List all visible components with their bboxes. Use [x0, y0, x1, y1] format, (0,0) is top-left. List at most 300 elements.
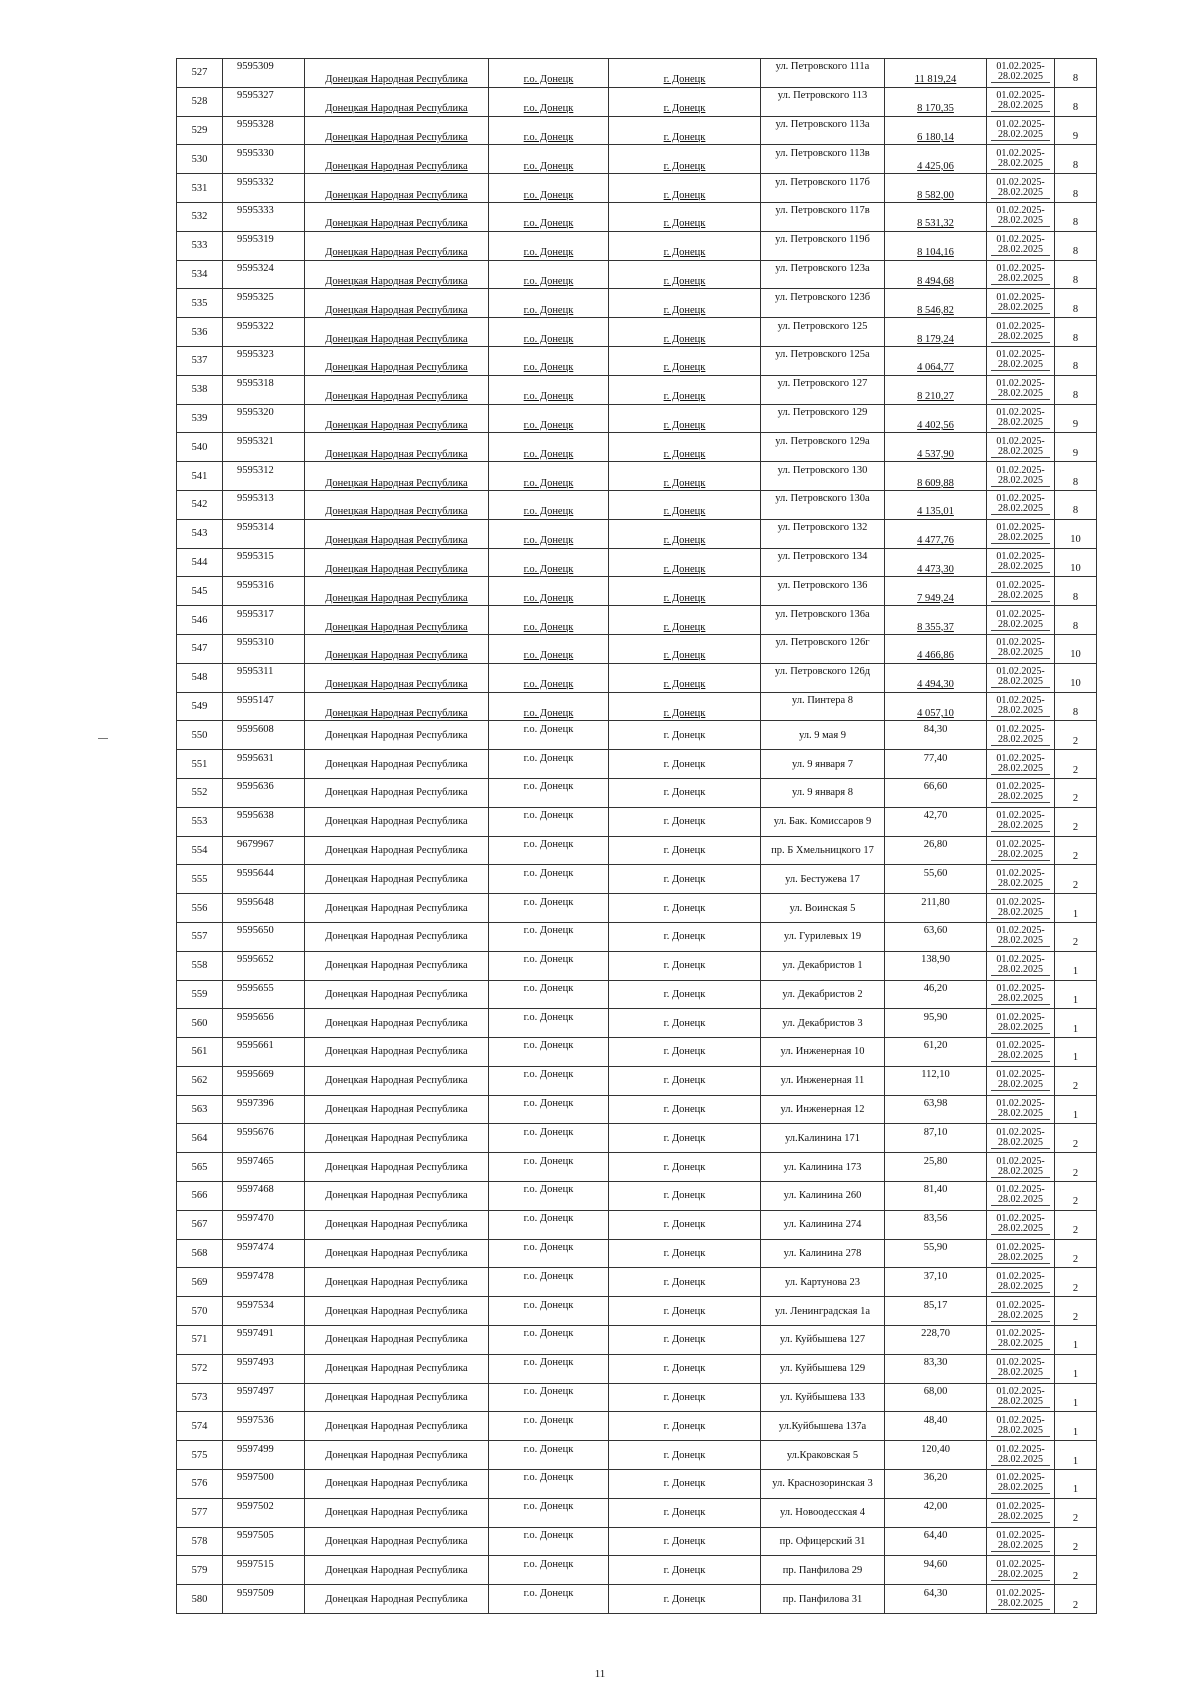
city-district-cell-text: г.о. Донецк [523, 103, 574, 115]
row-number-cell [177, 606, 223, 635]
city-cell-text: г. Донецк [663, 707, 706, 719]
republic-cell-text: Донецкая Народная Республика [325, 304, 468, 316]
city-district-cell-text: г.о. Донецк [523, 1386, 574, 1398]
city-district-cell-text: г.о. Донецк [523, 1213, 574, 1225]
city-cell-text: г. Донецк [663, 160, 706, 172]
period-end: 28.02.2025 [991, 850, 1050, 861]
count-cell [1055, 462, 1097, 491]
address-cell-text: ул. Гурилевых 19 [783, 931, 862, 943]
area-cell-text: 4 057,10 [917, 707, 954, 719]
city-district-cell [489, 145, 609, 174]
city-district-cell [489, 1239, 609, 1268]
republic-cell-text: Донецкая Народная Республика [325, 621, 468, 633]
area-cell [885, 490, 987, 519]
period-cell [987, 260, 1055, 289]
address-cell [761, 606, 885, 635]
building-code-cell [223, 1498, 305, 1527]
table-row [177, 490, 1097, 519]
row-number-cell-text: 541 [191, 470, 208, 482]
building-code-cell [223, 433, 305, 462]
count-cell-text: 8 [1072, 361, 1079, 373]
table-row [177, 1268, 1097, 1297]
count-cell-text: 8 [1072, 706, 1079, 718]
building-code-cell-text: 9595655 [237, 982, 274, 994]
city-district-cell-text: г.о. Донецк [523, 419, 574, 431]
count-cell-text: 2 [1072, 1570, 1079, 1582]
city-district-cell-text: г.о. Донецк [523, 1155, 574, 1167]
address-cell-text: ул. 9 мая 9 [798, 729, 847, 741]
city-district-cell [489, 1153, 609, 1182]
count-cell [1055, 174, 1097, 203]
count-cell-text: 10 [1070, 678, 1081, 690]
period-cell [987, 404, 1055, 433]
address-cell [761, 1354, 885, 1383]
building-code-cell [223, 980, 305, 1009]
count-cell-text: 2 [1072, 1599, 1079, 1611]
row-number-cell-text: 570 [191, 1305, 208, 1317]
building-code-cell-text: 9597396 [237, 1098, 274, 1110]
area-cell-text: 211,80 [921, 896, 950, 908]
period-start: 01.02.2025- [996, 522, 1045, 534]
address-cell [761, 1066, 885, 1095]
city-cell-text: г. Донецк [663, 563, 706, 575]
area-cell [885, 548, 987, 577]
period-start: 01.02.2025- [996, 291, 1045, 303]
period-cell [987, 1239, 1055, 1268]
table-row [177, 692, 1097, 721]
city-district-cell [489, 1383, 609, 1412]
row-number-cell-text: 544 [191, 556, 208, 568]
area-cell [885, 951, 987, 980]
row-number-cell-text: 545 [191, 585, 208, 597]
city-district-cell-text: г.о. Донецк [523, 74, 574, 86]
address-cell-text: ул. Куйбышева 129 [779, 1363, 866, 1375]
row-number-cell-text: 565 [191, 1161, 208, 1173]
city-district-cell-text: г.о. Донецк [523, 1040, 574, 1052]
building-code-cell-text: 9595323 [237, 349, 274, 361]
republic-cell-text: Донецкая Народная Республика [325, 679, 468, 691]
table-row [177, 951, 1097, 980]
city-cell-text: г. Донецк [663, 592, 706, 604]
period-end: 28.02.2025 [991, 504, 1050, 515]
building-code-cell [223, 490, 305, 519]
building-code-cell-text: 9597500 [237, 1472, 274, 1484]
address-cell-text: ул. Петровского 123б [774, 291, 871, 303]
row-number-cell [177, 289, 223, 318]
period-start: 01.02.2025- [996, 1184, 1045, 1196]
republic-cell [305, 490, 489, 519]
city-district-cell [489, 1066, 609, 1095]
count-cell [1055, 1498, 1097, 1527]
building-code-cell-text: 9595324 [237, 262, 274, 274]
address-cell-text: ул. Петровского 136а [775, 608, 870, 620]
period-start: 01.02.2025- [996, 349, 1045, 361]
republic-cell-text: Донецкая Народная Республика [325, 1248, 468, 1260]
building-code-cell [223, 836, 305, 865]
period-start: 01.02.2025- [996, 810, 1045, 822]
area-cell-text: 4 402,56 [917, 419, 954, 431]
period-start: 01.02.2025- [996, 1213, 1045, 1225]
count-cell [1055, 922, 1097, 951]
period-cell [987, 1498, 1055, 1527]
republic-cell [305, 1441, 489, 1470]
city-district-cell [489, 202, 609, 231]
city-district-cell-text: г.о. Донецк [523, 707, 574, 719]
row-number-cell-text: 559 [191, 988, 208, 1000]
period-end: 28.02.2025 [991, 994, 1050, 1005]
city-cell [609, 836, 761, 865]
area-cell-text: 61,20 [923, 1040, 948, 1052]
city-district-cell [489, 1182, 609, 1211]
period-cell [987, 346, 1055, 375]
city-cell-text: г. Донецк [663, 1132, 706, 1144]
row-number-cell-text: 576 [191, 1478, 208, 1490]
table-row [177, 375, 1097, 404]
count-cell-text: 8 [1072, 217, 1079, 229]
table-row [177, 922, 1097, 951]
area-cell-text: 4 466,86 [917, 650, 954, 662]
table-row [177, 577, 1097, 606]
building-code-cell-text: 9597465 [237, 1155, 274, 1167]
building-code-cell-text: 9597470 [237, 1213, 274, 1225]
period-cell [987, 1527, 1055, 1556]
address-cell-text: ул. Куйбышева 133 [779, 1392, 866, 1404]
row-number-cell [177, 1066, 223, 1095]
address-cell-text: ул.Калинина 171 [784, 1132, 861, 1144]
republic-cell-text: Донецкая Народная Республика [325, 592, 468, 604]
area-cell-text: 55,90 [923, 1242, 948, 1254]
area-cell [885, 836, 987, 865]
area-cell [885, 59, 987, 88]
period-end: 28.02.2025 [991, 562, 1050, 573]
city-cell-text: г. Донецк [663, 1190, 706, 1202]
address-cell-text: ул. Петровского 125а [775, 349, 870, 361]
area-cell-text: 64,30 [923, 1587, 948, 1599]
republic-cell-text: Донецкая Народная Республика [325, 333, 468, 345]
address-cell [761, 174, 885, 203]
area-cell-text: 66,60 [923, 781, 948, 793]
republic-cell-text: Донецкая Народная Республика [325, 1046, 468, 1058]
count-cell-text: 9 [1072, 447, 1079, 459]
building-code-cell [223, 894, 305, 923]
city-cell-text: г. Донецк [663, 1334, 706, 1346]
address-cell [761, 462, 885, 491]
period-cell [987, 289, 1055, 318]
republic-cell-text: Донецкая Народная Республика [325, 873, 468, 885]
area-cell-text: 36,20 [923, 1472, 948, 1484]
period-end: 28.02.2025 [991, 1253, 1050, 1264]
count-cell-text: 1 [1072, 1398, 1079, 1410]
period-cell [987, 548, 1055, 577]
building-code-cell-text: 9595311 [237, 666, 274, 678]
count-cell [1055, 663, 1097, 692]
city-cell-text: г. Донецк [663, 679, 706, 691]
building-code-cell-text: 9595310 [237, 637, 274, 649]
republic-cell-text: Донецкая Народная Республика [325, 419, 468, 431]
republic-cell-text: Донецкая Народная Республика [325, 1449, 468, 1461]
row-number-cell [177, 548, 223, 577]
city-district-cell [489, 606, 609, 635]
republic-cell-text: Донецкая Народная Республика [325, 960, 468, 972]
period-end: 28.02.2025 [991, 648, 1050, 659]
row-number-cell [177, 1153, 223, 1182]
building-code-cell [223, 1556, 305, 1585]
building-code-cell-text: 9597502 [237, 1501, 274, 1513]
row-number-cell-text: 539 [191, 412, 208, 424]
count-cell [1055, 231, 1097, 260]
address-cell-text: ул. Пинтера 8 [791, 694, 854, 706]
republic-cell-text: Донецкая Народная Республика [325, 131, 468, 143]
city-cell-text: г. Донецк [663, 787, 706, 799]
republic-cell-text: Донецкая Народная Республика [325, 535, 468, 547]
building-code-cell [223, 1585, 305, 1614]
row-number-cell [177, 519, 223, 548]
area-cell-text: 4 425,06 [917, 160, 954, 172]
area-cell-text: 85,17 [923, 1299, 948, 1311]
building-code-cell-text: 9597491 [237, 1328, 274, 1340]
city-district-cell [489, 807, 609, 836]
republic-cell [305, 1470, 489, 1499]
republic-cell [305, 692, 489, 721]
republic-cell-text: Донецкая Народная Республика [325, 902, 468, 914]
address-cell [761, 1124, 885, 1153]
city-district-cell-text: г.о. Донецк [523, 448, 574, 460]
address-cell-text: ул. Декабристов 2 [782, 988, 863, 1000]
period-start: 01.02.2025- [996, 464, 1045, 476]
city-district-cell [489, 346, 609, 375]
period-cell [987, 116, 1055, 145]
area-cell [885, 721, 987, 750]
city-cell-text: г. Донецк [663, 1046, 706, 1058]
area-cell-text: 68,00 [923, 1386, 948, 1398]
period-start: 01.02.2025- [996, 118, 1045, 130]
city-cell [609, 1153, 761, 1182]
count-cell-text: 1 [1072, 1455, 1079, 1467]
city-district-cell-text: г.о. Донецк [523, 810, 574, 822]
city-district-cell [489, 87, 609, 116]
area-cell-text: 37,10 [923, 1270, 948, 1282]
count-cell [1055, 1297, 1097, 1326]
count-cell [1055, 433, 1097, 462]
building-code-cell-text: 9595147 [237, 694, 274, 706]
table-row [177, 404, 1097, 433]
city-cell [609, 145, 761, 174]
row-number-cell [177, 1182, 223, 1211]
period-start: 01.02.2025- [996, 781, 1045, 793]
period-end: 28.02.2025 [991, 1311, 1050, 1322]
row-number-cell [177, 1441, 223, 1470]
row-number-cell-text: 560 [191, 1017, 208, 1029]
count-cell-text: 2 [1072, 1513, 1079, 1525]
address-cell [761, 1326, 885, 1355]
city-district-cell-text: г.о. Донецк [523, 1357, 574, 1369]
period-end: 28.02.2025 [991, 1570, 1050, 1581]
period-start: 01.02.2025- [996, 1328, 1045, 1340]
address-cell-text: ул. Петровского 113в [775, 147, 870, 159]
table-row [177, 894, 1097, 923]
period-cell [987, 663, 1055, 692]
count-cell-text: 8 [1072, 246, 1079, 258]
address-cell-text: ул. Калинина 260 [783, 1190, 862, 1202]
row-number-cell [177, 836, 223, 865]
row-number-cell [177, 490, 223, 519]
city-district-cell-text: г.о. Донецк [523, 362, 574, 374]
area-cell [885, 807, 987, 836]
count-cell-text: 8 [1072, 188, 1079, 200]
building-code-cell [223, 59, 305, 88]
building-code-cell-text: 9595316 [237, 579, 274, 591]
city-cell [609, 116, 761, 145]
row-number-cell-text: 561 [191, 1046, 208, 1058]
city-cell-text: г. Донецк [663, 873, 706, 885]
row-number-cell-text: 558 [191, 960, 208, 972]
period-end: 28.02.2025 [991, 936, 1050, 947]
city-district-cell-text: г.о. Донецк [523, 275, 574, 287]
city-cell [609, 1038, 761, 1067]
building-code-cell-text: 9595327 [237, 90, 274, 102]
republic-cell-text: Донецкая Народная Республика [325, 1420, 468, 1432]
area-cell [885, 1326, 987, 1355]
row-number-cell [177, 1585, 223, 1614]
row-number-cell [177, 1095, 223, 1124]
address-cell-text: ул. Бак. Комиссаров 9 [773, 816, 872, 828]
period-cell [987, 490, 1055, 519]
building-code-cell-text: 9595317 [237, 608, 274, 620]
building-code-cell-text: 9597515 [237, 1558, 274, 1570]
republic-cell [305, 951, 489, 980]
table-row [177, 865, 1097, 894]
address-cell-text: ул. Петровского 136 [777, 579, 868, 591]
row-number-cell [177, 404, 223, 433]
city-cell-text: г. Донецк [663, 304, 706, 316]
city-cell [609, 375, 761, 404]
row-number-cell [177, 865, 223, 894]
address-cell-text: ул. Петровского 126д [774, 666, 871, 678]
count-cell-text: 8 [1072, 102, 1079, 114]
republic-cell [305, 404, 489, 433]
republic-cell-text: Донецкая Народная Республика [325, 362, 468, 374]
count-cell-text: 1 [1072, 994, 1079, 1006]
area-cell-text: 87,10 [923, 1126, 948, 1138]
area-cell [885, 692, 987, 721]
city-cell [609, 202, 761, 231]
city-cell [609, 750, 761, 779]
table-row [177, 1527, 1097, 1556]
city-district-cell-text: г.о. Донецк [523, 650, 574, 662]
count-cell [1055, 490, 1097, 519]
area-cell-text: 8 494,68 [917, 275, 954, 287]
city-cell [609, 634, 761, 663]
city-cell [609, 1585, 761, 1614]
republic-cell-text: Донецкая Народная Республика [325, 1276, 468, 1288]
building-code-cell [223, 807, 305, 836]
period-cell [987, 922, 1055, 951]
city-district-cell-text: г.о. Донецк [523, 954, 574, 966]
republic-cell [305, 116, 489, 145]
count-cell [1055, 1412, 1097, 1441]
count-cell [1055, 1124, 1097, 1153]
period-cell [987, 1210, 1055, 1239]
row-number-cell-text: 554 [191, 844, 208, 856]
page-number: 11 [594, 1668, 606, 1680]
building-code-cell-text: 9595309 [237, 61, 274, 73]
building-code-cell [223, 1441, 305, 1470]
city-cell-text: г. Донецк [663, 902, 706, 914]
building-code-cell [223, 1412, 305, 1441]
table-row [177, 1498, 1097, 1527]
city-district-cell [489, 1009, 609, 1038]
city-cell-text: г. Донецк [663, 247, 706, 259]
city-cell-text: г. Донецк [663, 1075, 706, 1087]
area-cell-text: 4 477,76 [917, 535, 954, 547]
area-cell [885, 1354, 987, 1383]
period-end: 28.02.2025 [991, 1397, 1050, 1408]
table-row [177, 346, 1097, 375]
period-end: 28.02.2025 [991, 1455, 1050, 1466]
address-cell-text: ул. Петровского 129а [775, 435, 870, 447]
table-row [177, 1210, 1097, 1239]
count-cell-text: 1 [1072, 1052, 1079, 1064]
city-cell [609, 433, 761, 462]
period-start: 01.02.2025- [996, 1242, 1045, 1254]
address-cell [761, 1498, 885, 1527]
row-number-cell-text: 573 [191, 1392, 208, 1404]
period-start: 01.02.2025- [996, 694, 1045, 706]
city-cell [609, 548, 761, 577]
count-cell-text: 1 [1072, 1369, 1079, 1381]
row-number-cell-text: 580 [191, 1593, 208, 1605]
republic-cell-text: Донецкая Народная Республика [325, 477, 468, 489]
area-cell [885, 1268, 987, 1297]
row-number-cell-text: 546 [191, 614, 208, 626]
period-cell [987, 1412, 1055, 1441]
area-cell [885, 1441, 987, 1470]
period-end: 28.02.2025 [991, 332, 1050, 343]
republic-cell [305, 1038, 489, 1067]
building-code-cell-text: 9597536 [237, 1414, 274, 1426]
building-code-cell [223, 951, 305, 980]
republic-cell-text: Донецкая Народная Республика [325, 758, 468, 770]
row-number-cell [177, 1412, 223, 1441]
table-row [177, 59, 1097, 88]
table-row [177, 1153, 1097, 1182]
period-end: 28.02.2025 [991, 418, 1050, 429]
row-number-cell-text: 548 [191, 672, 208, 684]
period-cell [987, 59, 1055, 88]
area-cell-text: 42,70 [923, 810, 948, 822]
area-cell [885, 145, 987, 174]
row-number-cell-text: 547 [191, 643, 208, 655]
building-code-cell [223, 606, 305, 635]
city-district-cell-text: г.о. Донецк [523, 1530, 574, 1542]
republic-cell [305, 260, 489, 289]
count-cell [1055, 1009, 1097, 1038]
table-row [177, 606, 1097, 635]
city-district-cell-text: г.о. Донецк [523, 1098, 574, 1110]
city-cell-text: г. Донецк [663, 1219, 706, 1231]
period-end: 28.02.2025 [991, 188, 1050, 199]
city-cell [609, 1527, 761, 1556]
period-start: 01.02.2025- [996, 1040, 1045, 1052]
building-code-cell-text: 9597499 [237, 1443, 274, 1455]
table-row [177, 145, 1097, 174]
period-cell [987, 1182, 1055, 1211]
address-cell [761, 894, 885, 923]
period-cell [987, 1585, 1055, 1614]
area-cell-text: 11 819,24 [914, 74, 957, 86]
address-cell-text: ул. Ленинградская 1а [774, 1305, 871, 1317]
row-number-cell-text: 555 [191, 873, 208, 885]
